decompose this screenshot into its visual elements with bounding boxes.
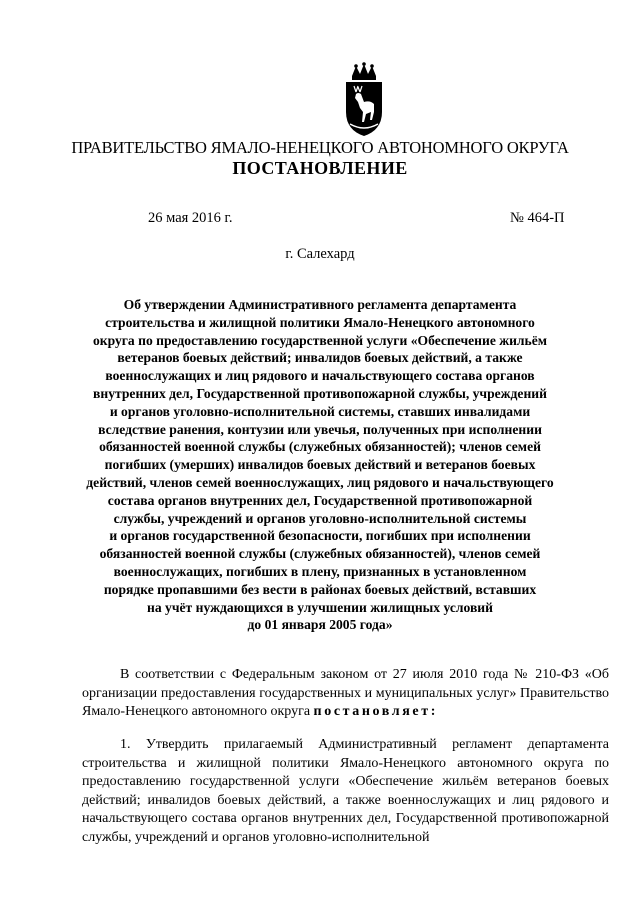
document-type: ПОСТАНОВЛЕНИЕ — [232, 158, 408, 178]
preamble-text: В соответствии с Федеральным законом от 27 июля 2010 года № 210-ФЗ «Об организации предоставления государственных и муниципальных услуг» Правительство Ямало-Ненецкого автономного округа — [82, 667, 609, 720]
heading-line: погибших (умерших) инвалидов боевых действий и ветеранов боевых — [104, 457, 536, 473]
preamble-paragraph — [82, 666, 609, 722]
heading-line: военнослужащих и лиц рядового и начальствующего состава органов — [105, 368, 535, 384]
heading-line: на учёт нуждающихся в улучшении жилищных условий — [147, 599, 493, 615]
heading-line: порядке пропавшими без вести в районах боевых действий, вставших — [103, 581, 537, 597]
coat-of-arms-emblem — [338, 62, 390, 138]
heading-line: ветеранов боевых действий; инвалидов боевых действий, а также — [117, 350, 523, 366]
heading-line: и органов уголовно-исполнительной системы, ставших инвалидами — [109, 403, 531, 419]
resolution-heading — [80, 296, 560, 634]
heading-line: вследствие ранения, контузии или увечья, полученных при исполнении — [98, 421, 542, 437]
heading-line: Об утверждении Административного регламента департамента — [123, 297, 517, 312]
heading-line: обязанностей военной службы (служебных обязанностей), членов семей — [99, 546, 541, 562]
heading-line: службы, учреждений и органов уголовно-исполнительной системы — [113, 510, 527, 526]
document-number: № 464-П — [510, 210, 565, 226]
heading-line: округа по предоставлению государственной услуги «Обеспечение жильём — [92, 332, 548, 348]
government-title: ПРАВИТЕЛЬСТВО ЯМАЛО-НЕНЕЦКОГО АВТОНОМНОГО ОКРУГА — [71, 138, 569, 157]
heading-line: обязанностей военной службы (служебных обязанностей); членов семей — [99, 439, 541, 455]
item-1-text: 1. Утвердить прилагаемый Административный регламент департамента строительства и жилищной политики Ямало-Ненецкого автономного округа по предоставлению государственной услуги «Обеспечение жильём ветеранов боевых действий; инвалидов боевых действий, а также военнослужащих и лиц рядового и начальствующего состава органов внутренних дел, Государственной противопожарной службы, учреждений и органов уголовно-исполнительной — [82, 737, 609, 845]
heading-line: и органов государственной безопасности, погибших при исполнении — [109, 528, 531, 544]
heading-line: строительства и жилищной политики Ямало-Ненецкого автономного — [105, 314, 535, 330]
item-1-paragraph — [82, 736, 609, 848]
document-city: г. Салехард — [285, 246, 355, 262]
decision-word: постановляет: — [313, 704, 438, 720]
heading-line: действий, членов семей военнослужащих, лиц рядового и начальствующего — [86, 474, 554, 490]
heading-line: военнослужащих, погибших в плену, признанных в установленном — [113, 563, 527, 579]
heading-line: до 01 января 2005 года» — [247, 617, 393, 633]
heading-line: внутренних дел, Государственной противопожарной службы, учреждений — [93, 385, 547, 401]
document-date: 26 мая 2016 г. — [148, 210, 233, 226]
heading-line: состава органов внутренних дел, Государственной противопожарной — [107, 492, 533, 508]
